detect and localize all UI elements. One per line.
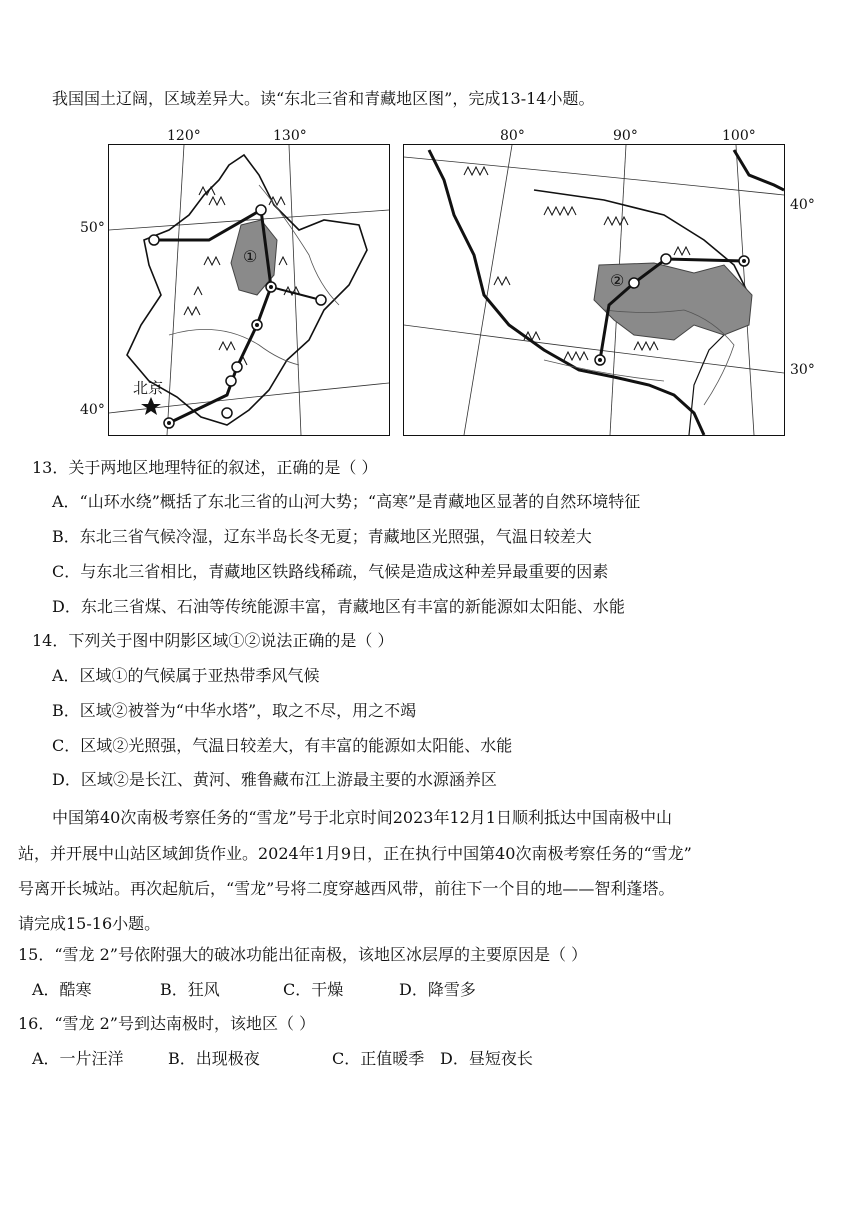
- region-2-label: ②: [610, 271, 625, 290]
- left-map-lat-50: 50°: [80, 220, 105, 236]
- q15-option-b: B．狂风: [160, 980, 220, 999]
- q13-option-d: D．东北三省煤、石油等传统能源丰富，青藏地区有丰富的新能源如太阳能、水能: [52, 597, 625, 616]
- q14-stem: 14．下列关于图中阴影区域①②说法正确的是（ ）: [32, 631, 394, 650]
- q14-option-a: A．区域①的气候属于亚热带季风气候: [52, 666, 320, 685]
- beijing-label: 北京: [133, 379, 164, 397]
- right-map-lon-90: 90°: [613, 128, 638, 144]
- intro-text: 我国国土辽阔，区域差异大。读“东北三省和青藏地区图”，完成13-14小题。: [52, 89, 595, 108]
- left-map-lon-130: 130°: [273, 128, 307, 144]
- qinghai-tibet-map-graphic: [404, 145, 784, 435]
- left-map-lat-40: 40°: [80, 402, 105, 418]
- q15-options: [32, 979, 476, 1001]
- q16-option-a: A．一片汪洋: [32, 1049, 124, 1068]
- q15-stem: 15．“雪龙 2”号依附强大的破冰功能出征南极，该地区冰层厚的主要原因是（ ）: [18, 945, 588, 964]
- q16-options: [32, 1048, 533, 1070]
- right-map-lon-80: 80°: [500, 128, 525, 144]
- right-map-lon-100: 100°: [722, 128, 756, 144]
- left-map-lon-120: 120°: [167, 128, 201, 144]
- passage-line-3: 号离开长城站。再次起航后，“雪龙”号将二度穿越西风带，前往下一个目的地——智利蓬塔。: [18, 879, 675, 898]
- q13-stem: 13．关于两地区地理特征的叙述，正确的是（ ）: [32, 458, 378, 477]
- q15-option-c: C．干燥: [283, 980, 344, 999]
- right-map-lat-40: 40°: [790, 197, 815, 213]
- q16-option-d: D．昼短夜长: [440, 1049, 533, 1068]
- right-map-lat-30: 30°: [790, 362, 815, 378]
- q16-option-b: B．出现极夜: [168, 1049, 260, 1068]
- passage-line-1: 中国第40次南极考察任务的“雪龙”号于北京时间2023年12月1日顺利抵达中国南极中山: [52, 808, 672, 827]
- q16-option-c: C．正值暖季: [332, 1049, 425, 1068]
- passage-line-2: 站，并开展中山站区域卸货作业。2024年1月9日，正在执行中国第40次南极考察任务的“雪龙”: [18, 844, 692, 863]
- northeast-map: [108, 144, 390, 436]
- q15-option-a: A．酷寒: [32, 980, 92, 999]
- q15-option-d: D．降雪多: [399, 980, 476, 999]
- q14-option-c: C．区域②光照强，气温日较差大，有丰富的能源如太阳能、水能: [52, 736, 513, 755]
- passage-line-4: 请完成15-16小题。: [18, 914, 161, 933]
- q13-option-a: A．“山环水绕”概括了东北三省的山河大势；“高寒”是青藏地区显著的自然环境特征: [52, 492, 641, 511]
- q14-option-b: B．区域②被誉为“中华水塔”，取之不尽，用之不竭: [52, 701, 417, 720]
- q13-option-c: C．与东北三省相比，青藏地区铁路线稀疏，气候是造成这种差异最重要的因素: [52, 562, 609, 581]
- q16-stem: 16．“雪龙 2”号到达南极时，该地区（ ）: [18, 1014, 316, 1033]
- q13-option-b: B．东北三省气候冷湿，辽东半岛长冬无夏；青藏地区光照强，气温日较差大: [52, 527, 592, 546]
- q14-option-d: D．区域②是长江、黄河、雅鲁藏布江上游最主要的水源涵养区: [52, 770, 497, 789]
- qinghai-tibet-map: [403, 144, 785, 436]
- region-1-label: ①: [243, 247, 258, 266]
